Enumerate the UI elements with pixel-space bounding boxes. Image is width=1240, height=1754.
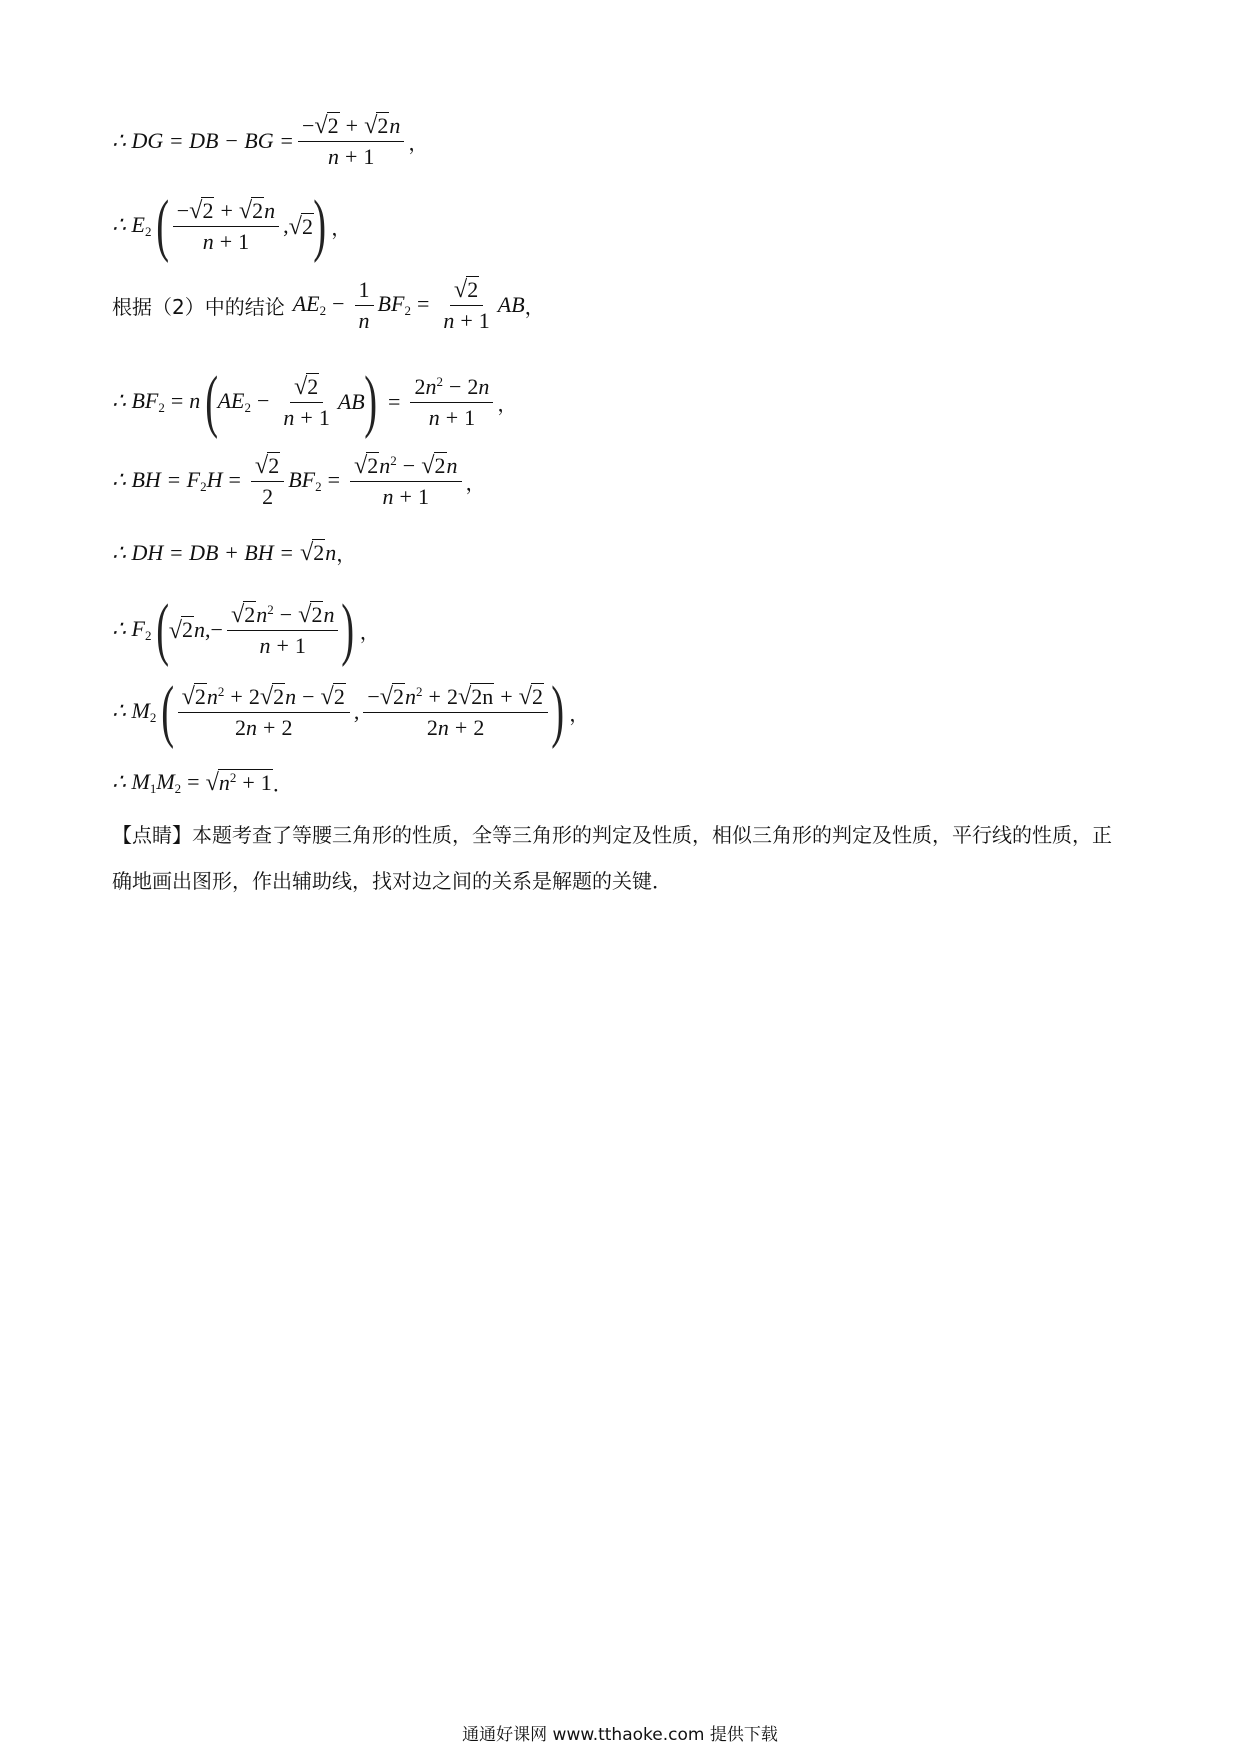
fraction: √ 2 n + 1 (283, 373, 330, 431)
fraction: $\frac{1}{n}$ (355, 277, 374, 334)
fraction: $\frac{2n^2 - 2n}{n + 1}$ (410, 374, 493, 431)
equation-e2: ∴ $E_2$ ( − √ 2 + √ 2 n n + 1 , √ 2 ) ， (112, 187, 352, 264)
equation-dg: ∴ DG = DB − BG = − √ 2 + √ 2 n n + 1 ， (112, 112, 429, 170)
key-point-note: 【点睛】本题考查了等腰三角形的性质，全等三角形的判定及性质，相似三角形的判定及性质，平行线的性质，正确地画出图形，作出辅助线，找对边之间的关系是解题的关键． (112, 823, 1112, 893)
fraction: − √ 2 $n^2 + 2$ √ 2n + √ 2 2n + 2 (363, 683, 548, 741)
equation-bf2: ∴ $BF_2 = n$ ( $AE_2$ − √ 2 n + 1 AB ) = $\frac{2n^2 - 2n}{n + 1}$ ， (112, 363, 518, 440)
fraction: √ 2 2 (251, 452, 284, 510)
fraction: √ 2 $n^2$ − √ 2 n n + 1 (350, 452, 461, 510)
equation-dh: ∴ DH = DB + BH = √ 2 n ， (112, 539, 357, 567)
fraction: − √ 2 + √ 2 n n + 1 (298, 112, 404, 170)
equation-m2: ∴ $M_2$ ( √ 2 $n^2 + 2$ √ 2 n − √ 2 2n + 2 , − √ 2 $n^2 + 2$ √ 2n + √ 2 2n + 2 ) ， (112, 673, 590, 750)
fraction: √ 2 n + 1 (443, 276, 490, 334)
equation-conclusion: 根据（2）中的结论 $AE_2$ − $\frac{1}{n}$ $BF_2$ = √ 2 n + 1 AB ， (112, 276, 545, 334)
page-footer: 通通好课网 www.tthaoke.com 提供下载 (462, 1725, 778, 1745)
fraction: √ 2 $n^2$ − √ 2 n n + 1 (227, 601, 338, 659)
equation-f2: ∴ $F_2$ ( √ 2 n,− √ 2 $n^2$ − √ 2 n n + 1 ) ， (112, 591, 380, 668)
fraction: √ 2 $n^2 + 2$ √ 2 n − √ 2 2n + 2 (178, 683, 350, 741)
equation-bh: ∴ BH = $F_2H$ = √ 2 2 $BF_2$ = √ 2 $n^2$ − √ 2 n n + 1 ， (112, 452, 486, 510)
equation-m1m2: ∴ $M_1M_2$ = √ $n^2 + 1$ ． (112, 768, 293, 797)
fraction: − √ 2 + √ 2 n n + 1 (173, 197, 279, 255)
